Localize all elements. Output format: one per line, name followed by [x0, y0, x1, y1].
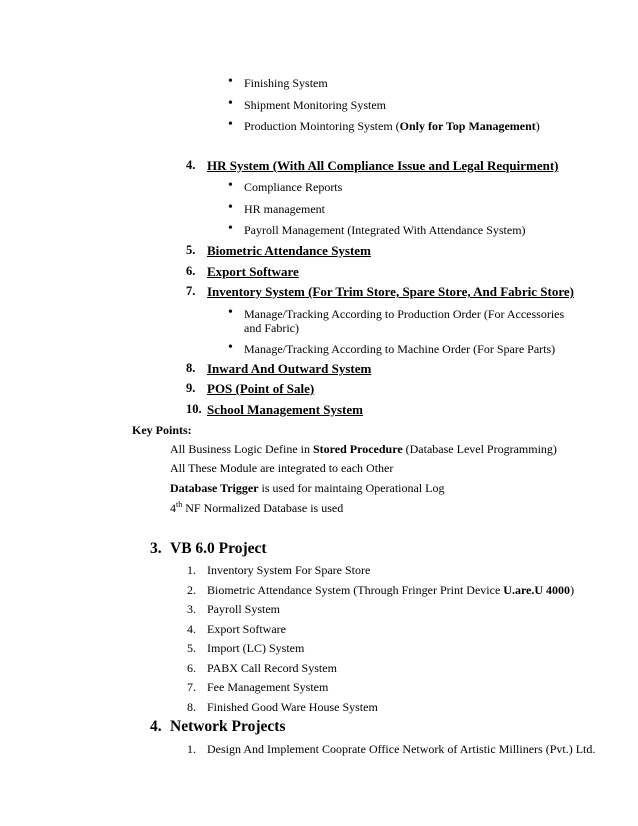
key-point-bold: Stored Procedure	[312, 442, 403, 456]
list-item: PABX Call Record System	[207, 661, 337, 675]
list-item-bold: Only for Top Management	[399, 119, 536, 133]
list-item: Fee Management System	[207, 680, 329, 694]
list-item: Finishing System	[244, 76, 328, 90]
item-number: 10.	[186, 402, 202, 416]
list-item: Manage/Tracking According to Machine Order (For Spare Parts)	[244, 342, 556, 356]
item-number: 5.	[186, 243, 196, 257]
section-number: 4.	[150, 718, 162, 735]
list-item: Payroll Management (Integrated With Attendance System)	[244, 223, 526, 237]
item-number: 4.	[187, 622, 196, 636]
list-item: Design And Implement Cooprate Office Network of Artistic Milliners (Pvt.) Ltd.	[207, 742, 596, 756]
item-number: 8.	[186, 361, 196, 375]
key-point-line	[170, 500, 343, 516]
item-title: Inward And Outward System	[207, 361, 372, 376]
key-point-line: All These Module are integrated to each Other	[170, 461, 394, 475]
list-item: Export Software	[207, 622, 286, 636]
item-number: 3.	[187, 602, 196, 616]
item-title: Biometric Attendance System	[207, 243, 371, 258]
item-title: Export Software	[207, 264, 299, 279]
section-number: 3.	[150, 540, 162, 557]
bullet-icon: •	[228, 305, 233, 320]
item-number: 4.	[186, 158, 196, 172]
list-item-text: Biometric Attendance System (Through Fringer Print Device	[207, 583, 504, 597]
item-number: 1.	[187, 563, 196, 577]
key-point-line	[170, 442, 557, 457]
key-point-line	[170, 481, 445, 496]
key-point-text: is used for maintaing Operational Log	[258, 481, 445, 495]
list-item-text: Production Mointoring System (	[244, 119, 400, 133]
list-item	[207, 583, 574, 598]
key-point-bold: Database Trigger	[170, 481, 259, 495]
section-title: Network Projects	[170, 718, 286, 735]
list-item: HR management	[244, 202, 325, 216]
item-title: School Management System	[207, 402, 363, 417]
key-point-text: All Business Logic Define in	[170, 442, 313, 456]
item-number: 7.	[187, 680, 196, 694]
list-item: Manage/Tracking According to Production Order (For Accessories and Fabric)	[244, 307, 565, 335]
list-item-text: )	[570, 583, 575, 597]
bullet-icon: •	[228, 74, 233, 89]
bullet-icon: •	[228, 340, 233, 355]
key-point-text: (Database Level Programming)	[402, 442, 557, 456]
key-point-text: NF Normalized Database is used	[182, 501, 344, 515]
list-item: Finished Good Ware House System	[207, 700, 378, 714]
key-points-heading: Key Points:	[132, 423, 192, 437]
bullet-icon: •	[228, 96, 233, 111]
list-item: Inventory System For Spare Store	[207, 563, 371, 577]
superscript: th	[176, 500, 183, 509]
list-item-bold: U.are.U 4000	[503, 583, 571, 597]
bullet-icon: •	[228, 200, 233, 215]
key-point-text: 4	[170, 501, 176, 515]
list-item: Import (LC) System	[207, 641, 305, 655]
item-number: 8.	[187, 700, 196, 714]
item-number: 9.	[186, 381, 196, 395]
item-number: 6.	[186, 264, 196, 278]
item-number: 2.	[187, 583, 196, 597]
item-title: POS (Point of Sale)	[207, 381, 315, 396]
item-number: 5.	[187, 641, 196, 655]
item-title: Inventory System (For Trim Store, Spare Store, And Fabric Store)	[207, 284, 574, 299]
bullet-icon: •	[228, 221, 233, 236]
list-item: Shipment Monitoring System	[244, 98, 387, 112]
item-title: HR System (With All Compliance Issue and Legal Requirment)	[207, 158, 559, 173]
list-item: Payroll System	[207, 602, 281, 616]
list-item: Compliance Reports	[244, 180, 343, 194]
list-item	[244, 119, 540, 134]
item-number: 1.	[187, 742, 196, 756]
bullet-icon: •	[228, 178, 233, 193]
list-item-text: )	[535, 119, 540, 133]
section-title: VB 6.0 Project	[170, 540, 267, 557]
bullet-icon: •	[228, 117, 233, 132]
item-number: 6.	[187, 661, 196, 675]
item-number: 7.	[186, 284, 196, 298]
